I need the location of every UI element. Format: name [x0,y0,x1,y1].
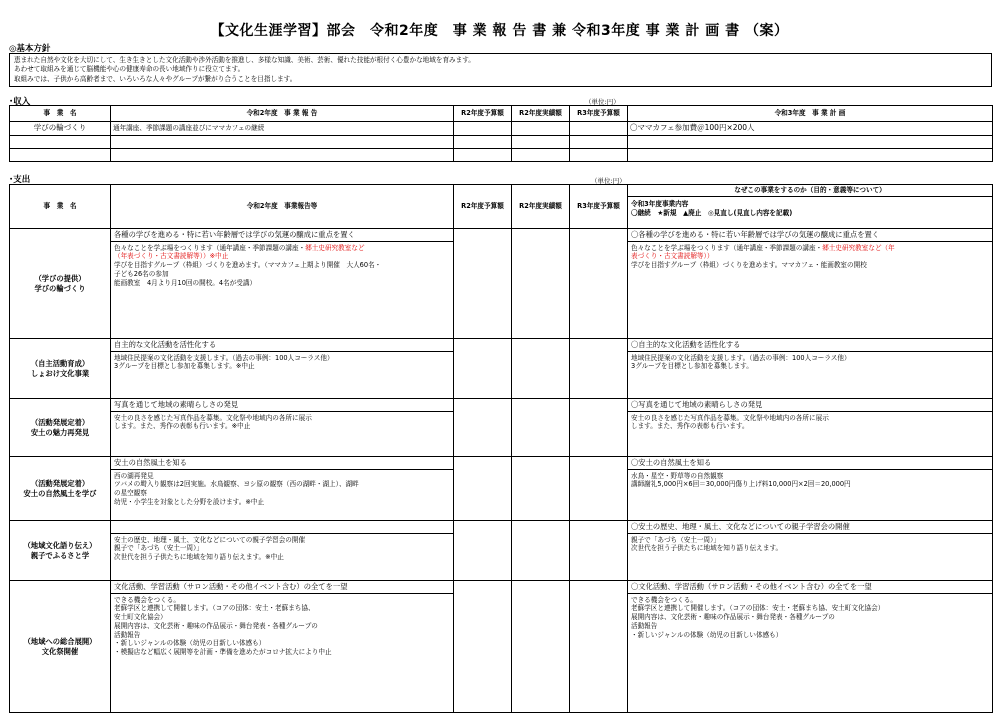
report-line: できる機会をつくる。 [114,595,180,604]
expense-name [10,229,111,339]
plan-line: 色々なことを学ぶ場をつくります（通年講座・季節課題の講座・郷土史研究教室など（年 [631,243,895,252]
expense-r2-actual [512,229,570,339]
plan-status-legend: 〇継続 ★新規 ▲廃止 ◎見直し(見直し内容を記載) [631,208,793,217]
report-line: 安土の歴史、地理・風土、文化などについての親子学習会の開催 [114,535,306,544]
expense-r2-actual [512,457,570,521]
expense-plan [628,521,993,581]
expense-header-name: 事 業 名 [10,185,111,229]
expense-name-category: （地域への総合展開） [23,636,97,646]
report-line: ・模擬店など幅広く展開等を計画・準備を進めたがコロナ拡大により中止 [114,648,332,657]
expense-report [111,581,454,713]
expense-r3-budget [570,399,628,457]
income-plan: 〇ママカフェ参加費＠100円×200人 [628,122,993,136]
expense-report [111,399,454,457]
table-row [10,521,993,581]
table-row [10,457,993,521]
expense-label: ･支出 [9,175,31,185]
expense-r2-budget [454,457,512,521]
table-row [10,136,993,149]
income-r2-actual [512,122,570,136]
income-header-plan: 令和3年度 事 業 計 画 [628,106,993,122]
report-line: 老蘇学区と連携して開催します。（コアの団体：安土・老蘇まち協、 [114,604,315,613]
report-heading: 安土の自然風土を知る [111,457,453,470]
policy-box [9,53,992,87]
expense-name-title: しょおけ文化事業 [30,368,90,378]
income-header-r2-actual: R2年度実績額 [512,106,570,122]
expense-plan [628,339,993,399]
expense-r2-actual [512,581,570,713]
report-line: 安土町文化協会） [114,613,167,622]
expense-r3-budget [570,229,628,339]
report-line: 学びを目指すグループ（枠組）づくりを進めます。（ママカフェ上期より開催 大人60名・ [114,261,382,270]
table-row [10,229,993,339]
plan-line: 講師謝礼5,000円×6回＝30,000円傷り上げ料10,000円×2回＝20,000円 [631,480,851,489]
expense-header-report: 令和2年度 事業報告等 [111,185,454,229]
expense-name-category: （活動発展定着） [30,417,90,427]
report-line: ・新しいジャンルの体験（幼児の目新しい体感も） [114,639,266,648]
plan-line: 老蘇学区と連携して開催します。（コアの団体：安土・老蘇まち協、安土町文化協会） [631,604,885,613]
plan-line: 3グループを目標とし参加を募集します。 [631,362,753,371]
report-line: 3グループを目標とし参加を募集します。※中止 [114,362,255,371]
plan-line: します。また、秀作の表彰も行います。 [631,422,749,431]
report-line: 次世代を担う子供たちに地域を知り語り伝えます。※中止 [114,553,284,562]
expense-name [10,457,111,521]
document-title: 【文化生涯学習】部会 令和2年度 事 業 報 告 書 兼 令和3年度 事 業 計 画 書 （案） [210,23,789,39]
expense-plan [628,399,993,457]
expense-r2-actual [512,399,570,457]
expense-name-title: 安土の自然風土を学び [23,488,97,498]
plan-heading: 〇安土の歴史、地理・風土、文化などについての親子学習会の開催 [628,521,992,534]
expense-name-title: 文化祭開催 [41,646,79,656]
expense-header-why [628,185,993,229]
report-line: 親子で「あづち（安土一周）」 [114,544,204,553]
report-line: 子ども26名の参加 [114,269,169,278]
report-line: の星空観察 [114,489,147,498]
income-unit: （単位:円） [585,98,620,106]
expense-table [9,184,993,713]
why-title: なぜこの事業をするのか（目的・意義等について） [628,185,992,197]
report-line: 幼児・小学生を対象とした分野を設けます。※中止 [114,497,265,506]
income-header-name: 事 業 名 [10,106,111,122]
expense-r3-budget [570,457,628,521]
report-heading: 写真を通じて地域の素晴らしさの発見 [111,399,453,412]
report-heading: 文化活動、学習活動（サロン活動・その他イベント含む）の全てを一望 [111,581,453,594]
plan-heading: 〇文化活動、学習活動（サロン活動・その他イベント含む）の全てを一望 [628,581,992,594]
policy-line: 恵まれた自然や文化を大切にして、生き生きとした文化活動や渉外活動を推進し、多様な知識、美術、芸術、優れた技能が根付く心豊かな地域を育みます。 [14,56,475,64]
expense-name [10,399,111,457]
expense-header-r2-budget: R2年度予算額 [454,185,512,229]
expense-report [111,457,454,521]
report-line: （年表づくり・古文書読解等））※中止 [114,252,229,261]
expense-name-category: （学びの提供） [34,273,86,283]
expense-r2-budget [454,339,512,399]
expense-name-title: 安土の魅力再発見 [30,427,90,437]
report-line: 能画教室 4月より月10回の開校。4名が受講） [114,278,257,287]
plan-line: 親子で「あづち（安土一周）」 [631,535,721,544]
table-row [10,339,993,399]
expense-plan [628,229,993,339]
expense-r3-budget [570,339,628,399]
income-name [10,149,111,162]
income-r2-budget [454,122,512,136]
expense-header-r2-actual: R2年度実績額 [512,185,570,229]
report-line: 地域住民提案の文化活動を支援します。（過去の事例：100人コーラス他） [114,353,334,362]
expense-name-category: （地域文化語り伝え） [23,540,97,550]
income-header-r3-budget: R3年度予算額 [570,106,628,122]
table-row [10,149,993,162]
report-heading: 自主的な文化活動を活性化する [111,339,453,352]
policy-label: ◎基本方針 [9,44,51,54]
report-heading: 各種の学びを進める・特に若い年齢層では学びの気運の醸成に重点を置く [111,229,453,242]
expense-name [10,521,111,581]
income-r2-actual [512,136,570,149]
expense-name-title: 親子でふるさと学 [30,550,90,560]
plan-heading: 〇写真を通じて地域の素晴らしさの発見 [628,399,992,412]
income-header-r2-budget: R2年度予算額 [454,106,512,122]
report-line: 安土の良さを感じた写真作品を募集。文化祭や地域内の各所に展示 [114,413,312,422]
report-line: 西の湖再発見 [114,471,154,480]
policy-line: 取組みでは、子供から高齢者まで、いろいろな人々やグループが繋がり合うことを目指します。 [14,74,297,83]
plan-line: ・新しいジャンルの体験（幼児の目新しい体感も） [631,630,783,639]
plan-line: できる機会をつくる。 [631,595,697,604]
expense-r2-budget [454,581,512,713]
plan-legend: 令和3年度事業内容 [631,199,689,208]
policy-line: あわせて取組みを通じて脳機能や心の健康寿命の長い地域作りに役立てます。 [14,65,245,74]
income-r2-actual [512,149,570,162]
plan-line: 活動報告 [631,621,658,630]
plan-heading: 〇各種の学びを進める・特に若い年齢層では学びの気運の醸成に重点を置く [628,229,992,242]
expense-report [111,339,454,399]
plan-heading: 〇安土の自然風土を知る [628,457,992,470]
income-r2-budget [454,136,512,149]
income-report [111,136,454,149]
expense-r2-actual [512,339,570,399]
expense-r2-budget [454,229,512,339]
expense-plan [628,581,993,713]
expense-r3-budget [570,521,628,581]
income-r3-budget [570,136,628,149]
income-r2-budget [454,149,512,162]
expense-plan [628,457,993,521]
expense-header-r3-budget: R3年度予算額 [570,185,628,229]
report-heading [111,521,453,534]
income-report [111,149,454,162]
expense-r3-budget [570,581,628,713]
expense-r2-actual [512,521,570,581]
expense-r2-budget [454,399,512,457]
expense-r2-budget [454,521,512,581]
table-row [10,581,993,713]
plan-line: 次世代を担う子供たちに地域を知り語り伝えます。 [631,544,783,553]
plan-heading: 〇自主的な文化活動を活性化する [628,339,992,352]
expense-name [10,581,111,713]
expense-name-category: （活動発展定着） [30,478,90,488]
expense-report [111,521,454,581]
income-name: 学びの輪づくり [10,122,111,136]
expense-report [111,229,454,339]
expense-name-category: （自主活動育成） [30,358,90,368]
income-plan [628,149,993,162]
report-line: します。また、秀作の表彰も行います。※中止 [114,422,251,431]
table-row [10,122,993,136]
income-plan [628,136,993,149]
expense-name-title: 学びの輪づくり [34,283,86,293]
report-line: 展開内容は、文化芸術・趣味の作品展示・舞台発表・各種グループの [114,621,318,630]
plan-line: 表づくり・古文書読解等）） [631,252,714,261]
plan-line: 地域住民提案の文化活動を支援します。（過去の事例：100人コーラス他） [631,353,851,362]
report-line: ツバメの塒入り観察は2回実施。水鳥観察、ヨシ原の観察（西の湖畔・湖上）、湖畔 [114,480,359,489]
income-label: ･収入 [9,97,31,107]
income-r3-budget [570,149,628,162]
plan-line: 安土の良さを感じた写真作品を募集。文化祭や地域内の各所に展示 [631,413,829,422]
table-row [10,399,993,457]
expense-unit: （単位:円） [591,177,626,185]
income-header-report: 令和2年度 事 業 報 告 [111,106,454,122]
plan-line: 展開内容は、文化芸術・趣味の作品展示・舞台発表・各種グループの [631,613,835,622]
report-line: 色々なことを学ぶ場をつくります（通年講座・季節課題の講座・郷土史研究教室など [114,243,365,252]
plan-line: 学びを目指すグループ（枠組）づくりを進めます。ママカフェ・能画教室の開校 [631,261,867,270]
income-name [10,136,111,149]
income-table [9,105,993,162]
income-report: 通年講座、季節課題の講座並びにママカフェの継続 [111,122,454,136]
income-r3-budget [570,122,628,136]
expense-name [10,339,111,399]
plan-line: 水鳥・星空・野草等の自然観察 [631,471,724,480]
report-line: 活動報告 [114,630,141,639]
